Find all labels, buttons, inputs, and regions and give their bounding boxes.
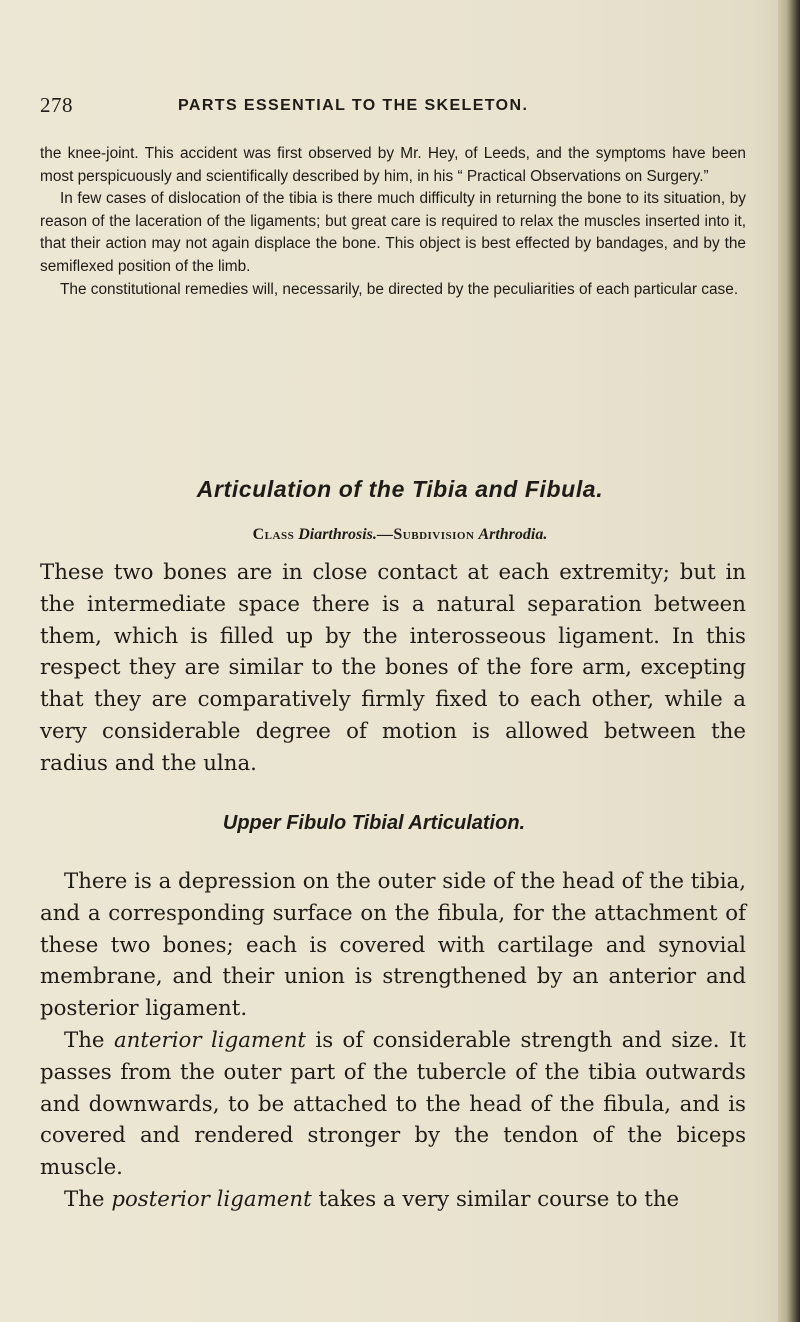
section-heading-upper-fibulo-tibial: Upper Fibulo Tibial Articulation. bbox=[222, 812, 526, 834]
section-heading-tibia-fibula: Articulation of the Tibia and Fibula. bbox=[196, 476, 604, 502]
running-head: PARTS ESSENTIAL TO THE SKELETON. bbox=[178, 97, 529, 114]
paragraph-anterior-ligament bbox=[40, 1025, 746, 1184]
page-edge-shadow bbox=[778, 0, 800, 1322]
paragraph: There is a depression on the outer side of the head of the tibia, and a corresponding surface on the fibula, for the attachment of these two bones; each is covered with cartilage and synovial membrane, and their union is strengthened by an anterior and posterior ligament. bbox=[40, 869, 746, 1022]
subdivision-value: Arthrodia. bbox=[478, 526, 548, 543]
class-label: Class bbox=[252, 526, 295, 543]
page-number: 278 bbox=[40, 93, 73, 117]
lead-word: The bbox=[64, 1027, 105, 1053]
subdivision-label: —Subdivision bbox=[376, 526, 475, 543]
page-header bbox=[0, 93, 800, 123]
paragraph-posterior-ligament bbox=[40, 1184, 746, 1216]
paragraph-rest: is of considerable strength and size. It passes from the outer part of the tubercle of the tibia outwards and downwards, to be attached to the head of the fibula, and is covered and rendered stronger by the tendon of the biceps muscle. bbox=[40, 1027, 746, 1181]
term-anterior-ligament: anterior ligament bbox=[113, 1027, 306, 1053]
upper-articulation-text bbox=[40, 866, 746, 1216]
tibia-fibula-text bbox=[40, 557, 746, 780]
paragraph: The constitutional remedies will, necessarily, be directed by the peculiarities of each particular case. bbox=[60, 280, 739, 298]
paragraph: In few cases of dislocation of the tibia is there much difficulty in returning the bone to its situation, by reason of the laceration of the ligaments; but great care is required to relax the muscles inserted into it, that their action may not again displace the bone. This object is best effected by bandages, and by the semiflexed position of the limb. bbox=[40, 190, 746, 275]
paragraph: These two bones are in close contact at each extremity; but in the intermediate space there is a natural separation between them, which is filled up by the interosseous ligament. In this respect they are similar to the bones of the fore arm, excepting that they are comparatively firmly fixed to each other, while a very considerable degree of motion is allowed between the radius and the ulna. bbox=[40, 560, 746, 776]
paragraph-rest: takes a very similar course to the bbox=[318, 1186, 680, 1212]
lead-word: The bbox=[64, 1186, 105, 1212]
class-value: Diarthrosis. bbox=[298, 526, 377, 543]
term-posterior-ligament: posterior ligament bbox=[111, 1186, 312, 1212]
classification-line bbox=[0, 526, 800, 544]
knee-dislocation-text bbox=[40, 143, 746, 301]
paragraph: the knee-joint. This accident was first observed by Mr. Hey, of Leeds, and the symptoms have been most perspicuously and scientifically described by him, in his “ Practical Observations on Surgery.” bbox=[40, 145, 746, 185]
